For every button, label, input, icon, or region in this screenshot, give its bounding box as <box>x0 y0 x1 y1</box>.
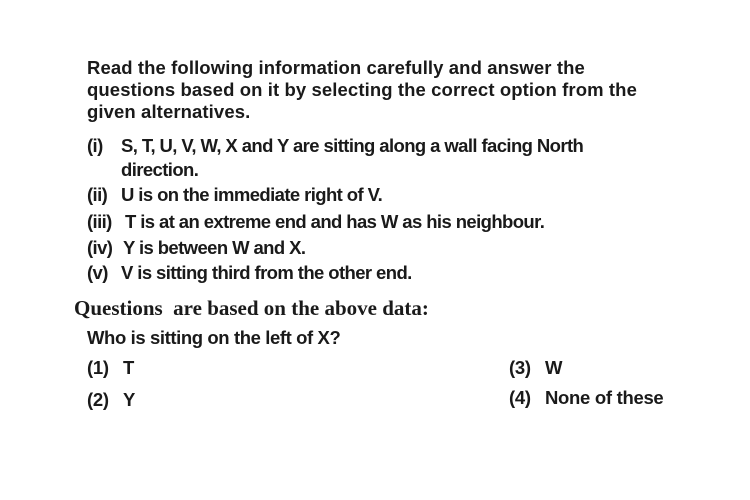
statement-i-continuation: direction. <box>121 159 199 180</box>
option-text: W <box>545 357 563 378</box>
statement-number: (iii) <box>87 211 112 232</box>
statement-iv <box>87 237 305 259</box>
option-number: (1) <box>87 357 109 378</box>
statement-text: U is on the immediate right of V. <box>121 184 383 205</box>
option-number: (4) <box>509 387 531 408</box>
option-2[interactable] <box>87 389 135 411</box>
option-4[interactable] <box>509 387 663 409</box>
questions-heading: Questions are based on the above data: <box>74 296 429 320</box>
option-text: Y <box>123 389 136 410</box>
option-text: None of these <box>545 387 664 408</box>
statement-v <box>87 262 412 284</box>
instructions-line: questions based on it by selecting the correct option from the <box>87 79 637 100</box>
statement-i <box>87 135 583 157</box>
statement-text: V is sitting third from the other end. <box>121 262 412 283</box>
statement-text: Y is between W and X. <box>123 237 306 258</box>
instructions-line: Read the following information carefully and answer the <box>87 57 585 78</box>
statement-number: (ii) <box>87 184 108 205</box>
statement-text: S, T, U, V, W, X and Y are sitting along a wall facing North <box>121 135 584 156</box>
statement-iii <box>87 211 544 233</box>
option-text: T <box>123 357 135 378</box>
question-text: Who is sitting on the left of X? <box>87 327 341 348</box>
statement-number: (v) <box>87 262 108 283</box>
statement-text: T is at an extreme end and has W as his neighbour. <box>125 211 545 232</box>
statement-number: (iv) <box>87 237 113 258</box>
instructions-paragraph <box>87 57 637 123</box>
option-number: (2) <box>87 389 109 410</box>
instructions-line: given alternatives. <box>87 101 251 122</box>
statement-number: (i) <box>87 135 103 156</box>
statement-ii <box>87 184 382 206</box>
option-number: (3) <box>509 357 531 378</box>
option-1[interactable] <box>87 357 134 379</box>
option-3[interactable] <box>509 357 562 379</box>
